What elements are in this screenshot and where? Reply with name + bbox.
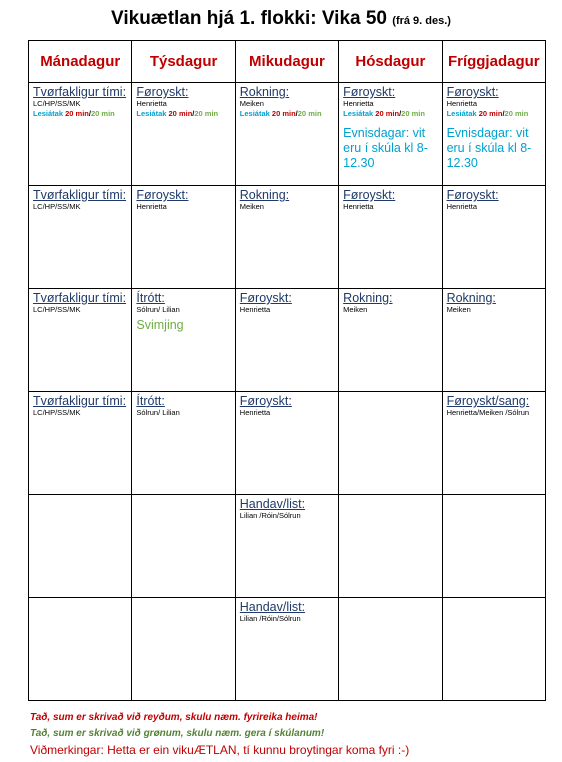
reading-task	[240, 109, 334, 119]
schedule-table	[28, 40, 546, 701]
reading-task-home: 20 min	[168, 109, 193, 118]
footer-green-note: Tað, sum er skrivað við grønum, skulu næm. gera í skúlanum!	[30, 728, 325, 739]
schedule-cell	[235, 392, 338, 495]
subject-label: Føroyskt:	[446, 85, 499, 99]
subject-label: Føroyskt:	[446, 188, 499, 202]
footer-red-note: Tað, sum er skrivað við reyðum, skulu næm. fyrireika heima!	[30, 712, 318, 723]
teacher-label: Meiken	[239, 99, 264, 108]
schedule-cell	[442, 598, 545, 701]
reading-task-home: 20 min	[271, 109, 296, 118]
schedule-cell	[339, 598, 442, 701]
schedule-cell	[132, 289, 235, 392]
teacher-label: LC/HP/SS/MK	[33, 305, 81, 314]
reading-task	[136, 109, 230, 119]
title-date: (frá 9. des.)	[392, 15, 451, 27]
table-row	[29, 186, 546, 289]
reading-task-label: Lesiátak	[446, 109, 477, 118]
reading-task	[33, 109, 127, 119]
subject-label: Handav/list:	[239, 497, 306, 511]
schedule-cell	[442, 186, 545, 289]
title-main: Vikuætlan hjá 1. flokki: Vika 50	[111, 8, 387, 29]
schedule-cell	[339, 289, 442, 392]
teacher-label: Meiken	[446, 305, 471, 314]
header-row	[29, 41, 546, 83]
reading-task-home: 20 min	[65, 109, 89, 118]
schedule-cell	[235, 495, 338, 598]
reading-task-separator: /	[502, 109, 505, 118]
reading-task-separator: /	[88, 109, 91, 118]
teacher-label: Henrietta	[446, 99, 477, 108]
reading-task-home: 20 min	[478, 109, 503, 118]
table-row	[29, 289, 546, 392]
reading-task-school: 20 min	[90, 109, 115, 118]
schedule-cell	[235, 186, 338, 289]
subject-label: Ítrótt:	[136, 291, 165, 305]
reading-task-home: 20 min	[375, 109, 400, 118]
teacher-label: Henrietta	[446, 202, 477, 211]
reading-task-school: 20 min	[401, 109, 425, 118]
table-row	[29, 598, 546, 701]
teacher-label: LC/HP/SS/MK	[33, 99, 81, 108]
teacher-label: Henrietta	[343, 99, 374, 108]
subject-label: Handav/list:	[239, 600, 306, 614]
schedule-cell	[442, 392, 545, 495]
teacher-label: Meiken	[239, 202, 264, 211]
reading-task-separator: /	[192, 109, 195, 118]
subject-label: Rokning:	[239, 85, 290, 99]
theme-day-note: Evnisdagar: vit eru í skúla kl 8-12.30	[446, 126, 532, 170]
reading-task-school: 20 min	[504, 109, 529, 118]
teacher-label: Sólrun/ Lilian	[136, 408, 180, 417]
schedule-cell	[442, 289, 545, 392]
schedule-cell	[29, 83, 132, 186]
table-row	[29, 495, 546, 598]
footer-remark: Viðmerkingar: Hetta er ein vikuÆTLAN, tí kunnu broytingar koma fyri :-)	[30, 743, 410, 757]
day-header-tuesday: Týsdagur	[132, 41, 235, 83]
day-header-thursday: Hósdagur	[339, 41, 442, 83]
schedule-cell	[29, 392, 132, 495]
reading-task-school: 20 min	[297, 109, 322, 118]
reading-task	[447, 109, 541, 119]
subject-label: Føroyskt:	[136, 188, 189, 202]
subject-label: Rokning:	[239, 188, 290, 202]
subject-label: Ítrótt:	[136, 394, 165, 408]
teacher-label: Henrietta	[239, 305, 271, 314]
subject-label: Føroyskt/sang:	[446, 394, 530, 408]
teacher-label: Lilian /Róin/Sólrun	[239, 511, 301, 520]
table-row	[29, 83, 546, 186]
subject-label: Føroyskt:	[343, 85, 396, 99]
reading-task-label: Lesiátak	[343, 109, 374, 118]
teacher-label: LC/HP/SS/MK	[33, 202, 81, 211]
teacher-label: Henrietta	[136, 202, 167, 211]
subject-label: Føroyskt:	[343, 188, 396, 202]
schedule-cell	[132, 83, 235, 186]
reading-task-separator: /	[295, 109, 298, 118]
day-header-wednesday: Mikudagur	[235, 41, 338, 83]
page-title	[0, 8, 562, 30]
subject-label: Tvørfakligur tími:	[33, 394, 127, 408]
day-header-friday: Fríggjadagur	[442, 41, 545, 83]
subject-label: Tvørfakligur tími:	[33, 188, 127, 202]
schedule-cell	[235, 83, 338, 186]
subject-label: Føroyskt:	[136, 85, 189, 99]
schedule-cell	[235, 289, 338, 392]
reading-task-label: Lesiátak	[136, 109, 167, 118]
reading-task-separator: /	[399, 109, 402, 118]
schedule-cell	[29, 186, 132, 289]
subject-label: Rokning:	[343, 291, 393, 305]
reading-task-label: Lesiátak	[239, 109, 270, 118]
schedule-cell	[442, 83, 545, 186]
day-header-monday: Mánadagur	[29, 41, 132, 83]
teacher-label: Meiken	[343, 305, 368, 314]
schedule-cell	[132, 186, 235, 289]
schedule-cell	[132, 392, 235, 495]
schedule-cell	[29, 495, 132, 598]
teacher-label: Henrietta/Meiken /Sólrun	[446, 408, 530, 417]
teacher-label: Henrietta	[239, 408, 271, 417]
subject-label: Føroyskt:	[239, 394, 292, 408]
reading-task-school: 20 min	[194, 109, 219, 118]
theme-day-note: Evnisdagar: vit eru í skúla kl 8-12.30	[343, 126, 428, 170]
schedule-cell	[442, 495, 545, 598]
teacher-label: Lilian /Róin/Sólrun	[239, 614, 301, 623]
schedule-cell	[235, 598, 338, 701]
reading-task	[343, 109, 437, 119]
subject-label: Tvørfakligur tími:	[33, 291, 127, 305]
teacher-label: LC/HP/SS/MK	[33, 408, 81, 417]
schedule-cell	[339, 392, 442, 495]
schedule-cell	[132, 598, 235, 701]
subject-label: Rokning:	[446, 291, 496, 305]
activity-note: Svimjing	[136, 318, 184, 332]
schedule-cell	[132, 495, 235, 598]
teacher-label: Henrietta	[136, 99, 167, 108]
schedule-cell	[339, 495, 442, 598]
subject-label: Føroyskt:	[239, 291, 292, 305]
schedule-cell	[29, 598, 132, 701]
teacher-label: Sólrun/ Lilian	[136, 305, 180, 314]
schedule-cell	[339, 83, 442, 186]
subject-label: Tvørfakligur tími:	[33, 85, 127, 99]
table-row	[29, 392, 546, 495]
schedule-cell	[29, 289, 132, 392]
teacher-label: Henrietta	[343, 202, 374, 211]
schedule-cell	[339, 186, 442, 289]
reading-task-label: Lesiátak	[33, 109, 64, 118]
